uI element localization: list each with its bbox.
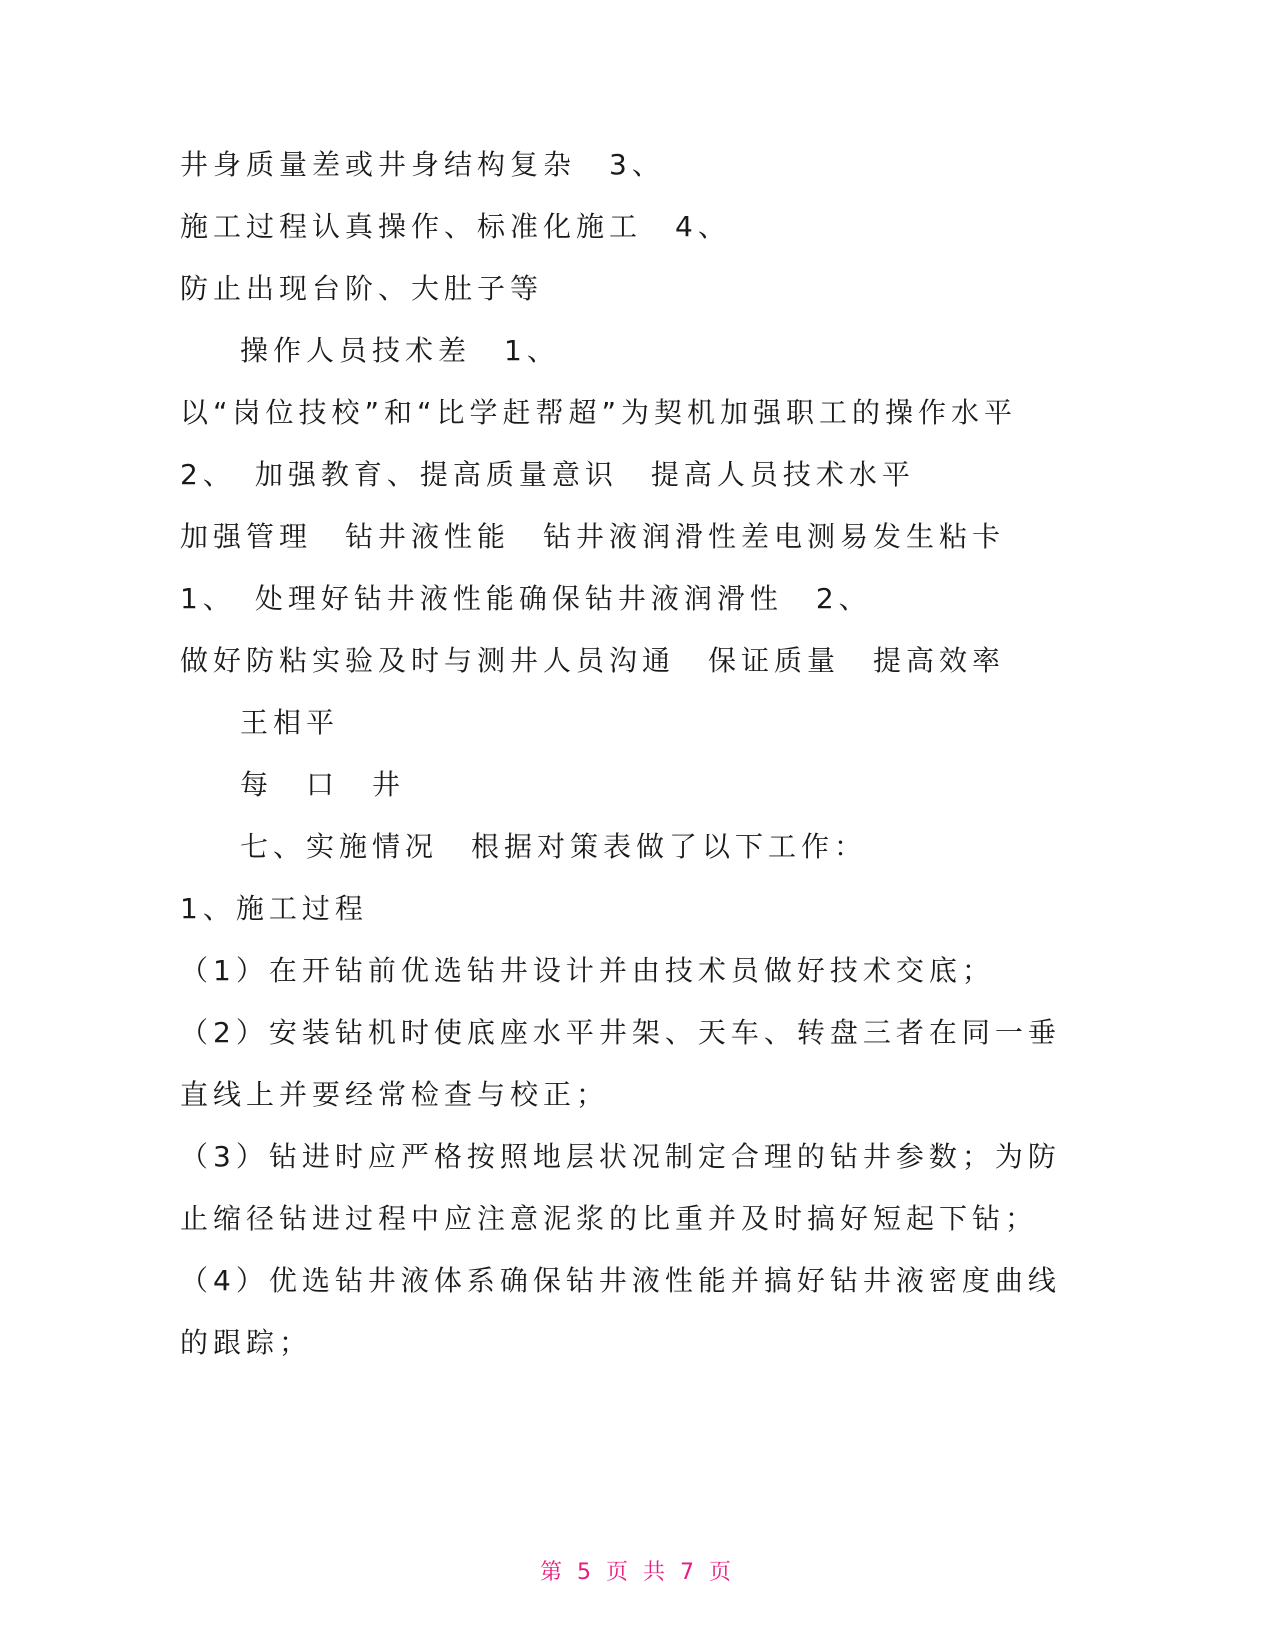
text-line: 以“岗位技校”和“比学赶帮超”为契机加强职工的操作水平: [180, 396, 1018, 429]
list-item-continuation: 止缩径钻进过程中应注意泥浆的比重并及时搞好短起下钻；: [180, 1202, 1039, 1235]
author-name: 王相平: [240, 706, 340, 739]
text-line: 防止出现台阶、大肚子等: [180, 272, 544, 305]
list-item-continuation: 的跟踪；: [180, 1326, 313, 1359]
subsection-heading: 1、施工过程: [180, 892, 368, 925]
text-line: 施工过程认真操作、标准化施工 4、: [180, 210, 731, 243]
list-item-continuation: 直线上并要经常检查与校正；: [180, 1078, 610, 1111]
text-line: 做好防粘实验及时与测井人员沟通 保证质量 提高效率: [180, 644, 1006, 677]
list-item: （1）在开钻前优选钻井设计并由技术员做好技术交底；: [180, 954, 995, 987]
text-line: 加强管理 钻井液性能 钻井液润滑性差电测易发生粘卡: [180, 520, 1006, 553]
text-line: 2、 加强教育、提高质量意识 提高人员技术水平: [180, 458, 915, 491]
list-item: （3）钻进时应严格按照地层状况制定合理的钻井参数；为防: [180, 1140, 1061, 1173]
text-line: 操作人员技术差 1、: [240, 334, 560, 367]
page-number-footer: 第 5 页 共 7 页: [540, 1560, 735, 1585]
text-line: 1、 处理好钻井液性能确保钻井液润滑性 2、: [180, 582, 872, 615]
list-item: （2）安装钻机时使底座水平井架、天车、转盘三者在同一垂: [180, 1016, 1061, 1049]
list-item: （4）优选钻井液体系确保钻井液性能并搞好钻井液密度曲线: [180, 1264, 1061, 1297]
text-line: 井身质量差或井身结构复杂 3、: [180, 148, 665, 181]
text-line: 每 口 井: [240, 768, 406, 801]
section-heading: 七、实施情况 根据对策表做了以下工作：: [240, 830, 868, 863]
